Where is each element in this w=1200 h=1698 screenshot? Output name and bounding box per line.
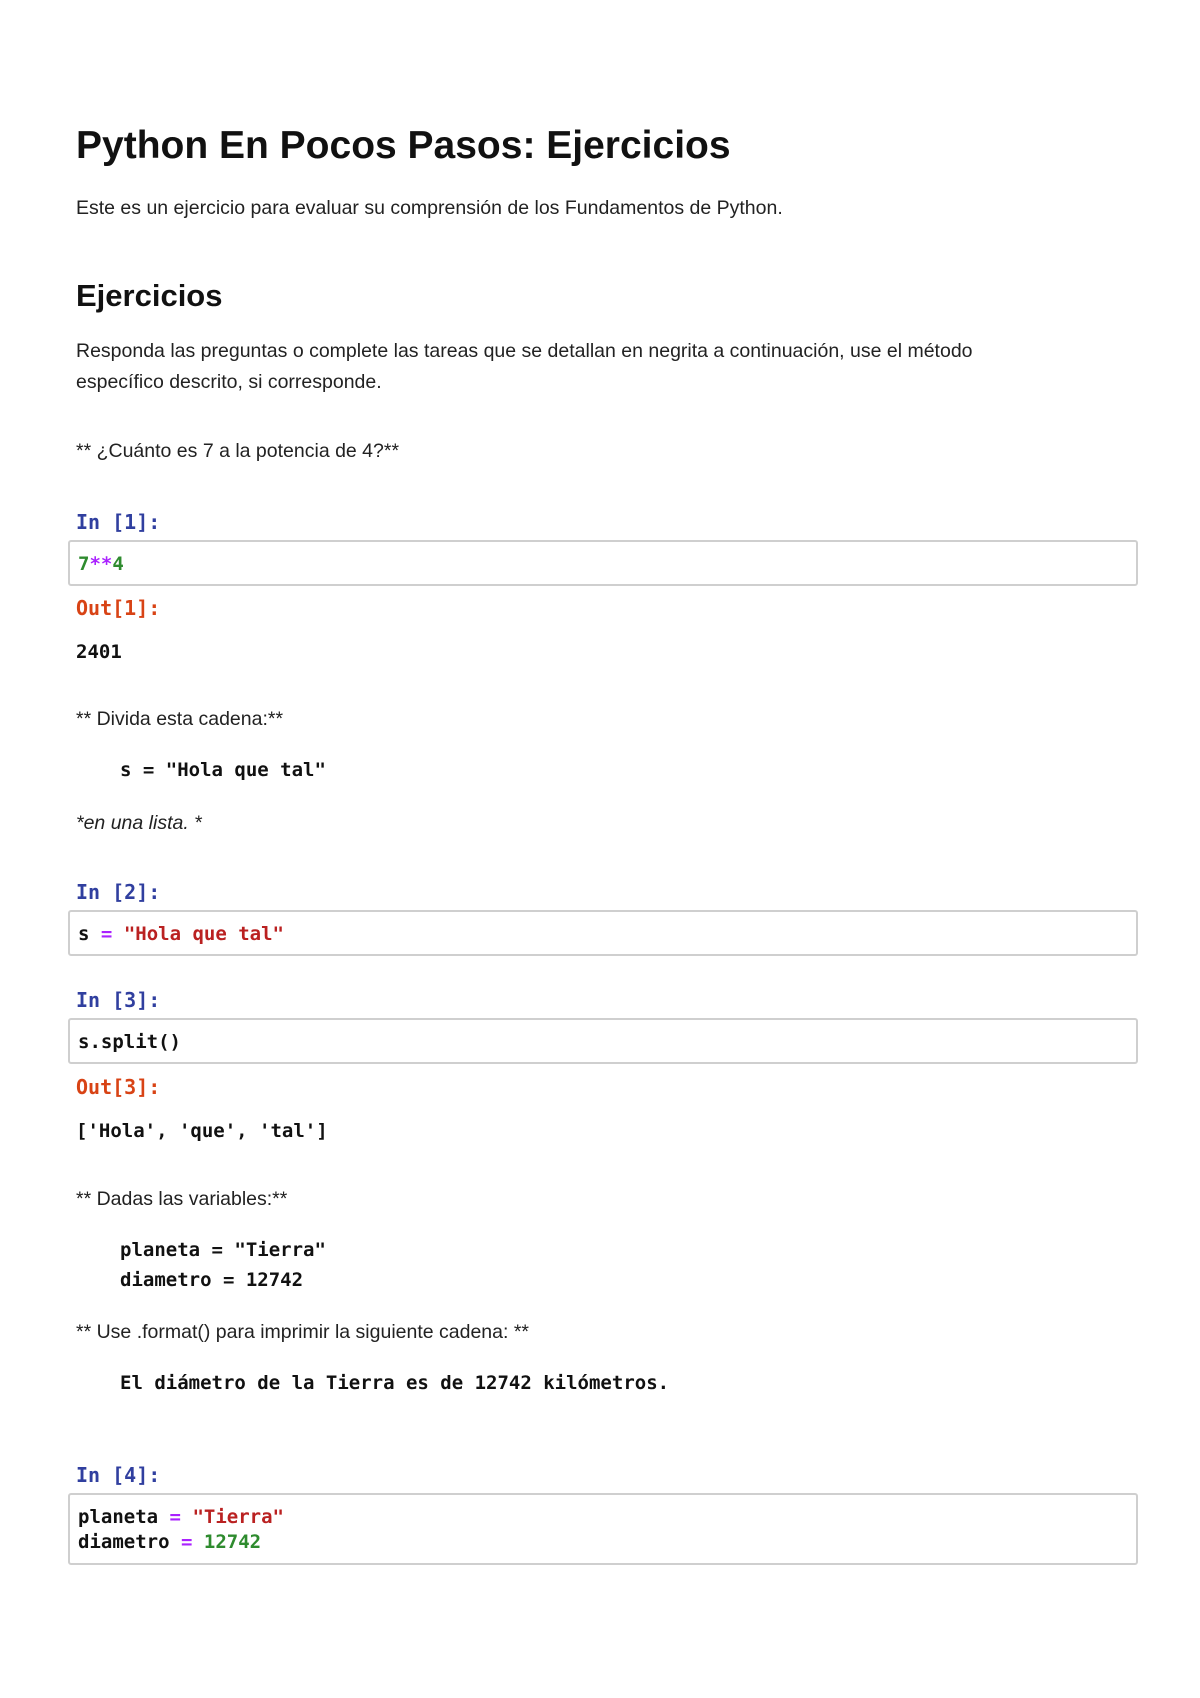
code-cell-4-source: planeta = "Tierra" diametro = 12742 (78, 1506, 284, 1553)
code-cell-1[interactable] (68, 540, 1138, 586)
in-prompt-1: In [1]: (76, 510, 161, 534)
in-prompt-2: In [2]: (76, 880, 161, 904)
out-prompt-3: Out[3]: (76, 1075, 161, 1099)
question-3-task: ** Use .format() para imprimir la siguiente cadena: ** (76, 1321, 530, 1343)
page-title: Python En Pocos Pasos: Ejercicios (76, 124, 731, 167)
code-cell-1-source: 7**4 (78, 553, 124, 575)
in-prompt-4: In [4]: (76, 1463, 161, 1487)
question-3-target-string: El diámetro de la Tierra es de 12742 kilómetros. (120, 1372, 670, 1394)
output-3: ['Hola', 'que', 'tal'] (76, 1120, 328, 1142)
code-cell-3[interactable] (68, 1018, 1138, 1064)
question-3-text: ** Dadas las variables:** (76, 1188, 288, 1210)
code-cell-2-source: s = "Hola que tal" (78, 923, 284, 945)
intro-text: Este es un ejercicio para evaluar su comprensión de los Fundamentos de Python. (76, 197, 783, 219)
question-3-snippet-line-1: planeta = "Tierra" (120, 1239, 326, 1261)
question-3-snippet-line-2: diametro = 12742 (120, 1269, 304, 1291)
in-prompt-3: In [3]: (76, 988, 161, 1012)
question-2-text: ** Divida esta cadena:** (76, 708, 284, 730)
output-1: 2401 (76, 641, 122, 663)
question-2-note: *en una lista. * (76, 812, 202, 834)
question-1-text: ** ¿Cuánto es 7 a la potencia de 4?** (76, 440, 400, 462)
code-cell-3-source: s.split() (78, 1031, 181, 1053)
instructions-line-2: específico descrito, si corresponde. (76, 371, 382, 393)
instructions-line-1: Responda las preguntas o complete las tareas que se detallan en negrita a continuación, use el método (76, 340, 973, 362)
question-2-snippet: s = "Hola que tal" (120, 759, 326, 781)
code-cell-2[interactable] (68, 910, 1138, 956)
section-heading: Ejercicios (76, 278, 223, 313)
code-cell-4[interactable] (68, 1493, 1138, 1565)
out-prompt-1: Out[1]: (76, 596, 161, 620)
